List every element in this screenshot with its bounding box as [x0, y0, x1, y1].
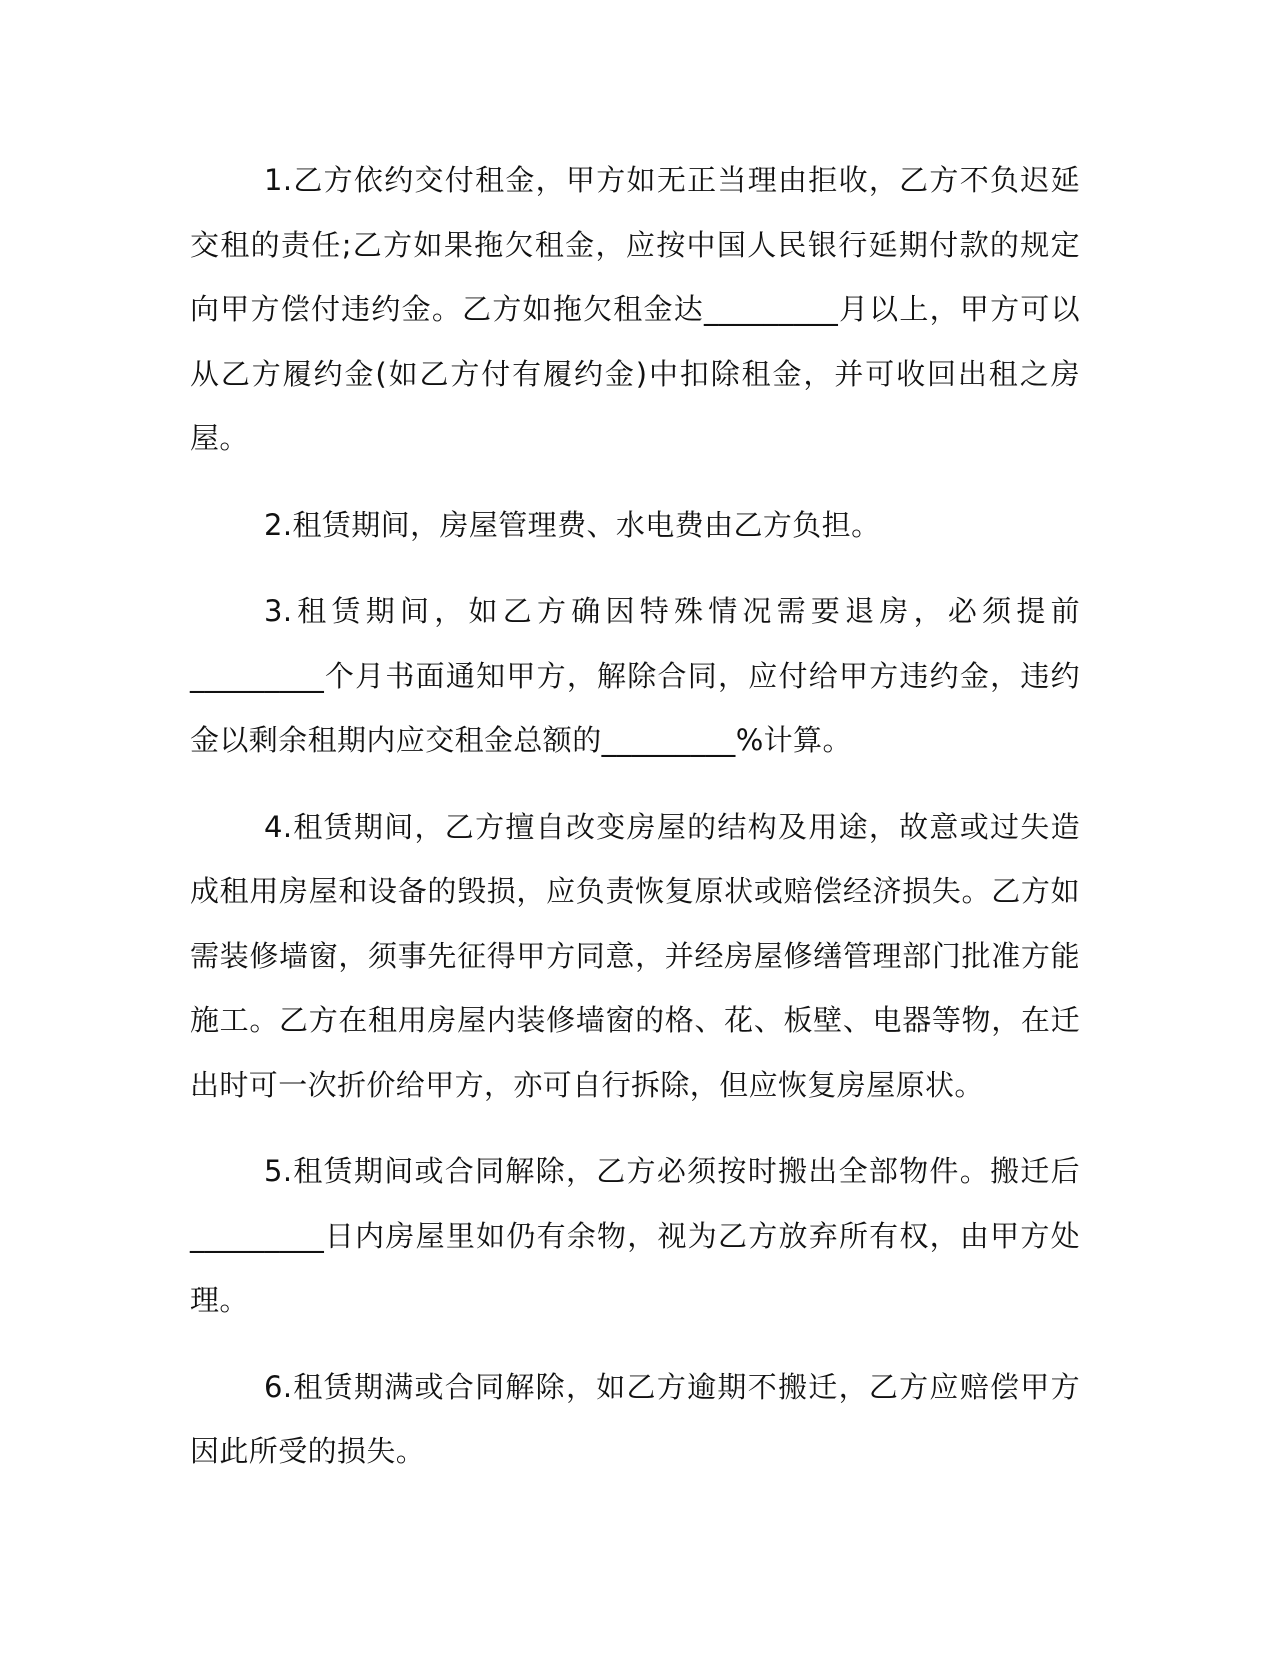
clause-paragraph-2: 2.租赁期间，房屋管理费、水电费由乙方负担。	[264, 507, 881, 542]
clause-paragraph-5: 5.租赁期间或合同解除，乙方必须按时搬出全部物件。搬迁后_________日内房屋里如仍有余物，视为乙方放弃所有权，由甲方处理。	[190, 1154, 1080, 1317]
clause-paragraph-3: 3.租赁期间，如乙方确因特殊情况需要退房，必须提前_________个月书面通知甲方，解除合同，应付给甲方违约金，违约金以剩余租期内应交租金总额的_________%计算。	[190, 594, 1080, 757]
document-body	[190, 148, 1080, 1506]
clause-paragraph-4: 4.租赁期间，乙方擅自改变房屋的结构及用途，故意或过失造成租用房屋和设备的毁损，应负责恢复原状或赔偿经济损失。乙方如需装修墙窗，须事先征得甲方同意，并经房屋修缮管理部门批准方能施工。乙方在租用房屋内装修墙窗的格、花、板壁、电器等物，在迁出时可一次折价给甲方，亦可自行拆除，但应恢复房屋原状。	[190, 809, 1080, 1102]
clause-paragraph-6: 6.租赁期满或合同解除，如乙方逾期不搬迁，乙方应赔偿甲方因此所受的损失。	[190, 1369, 1080, 1468]
clause-paragraph-1: 1.乙方依约交付租金，甲方如无正当理由拒收，乙方不负迟延交租的责任;乙方如果拖欠租金，应按中国人民银行延期付款的规定向甲方偿付违约金。乙方如拖欠租金达_________月以上，甲方可以从乙方履约金(如乙方付有履约金)中扣除租金，并可收回出租之房屋。	[190, 163, 1080, 455]
